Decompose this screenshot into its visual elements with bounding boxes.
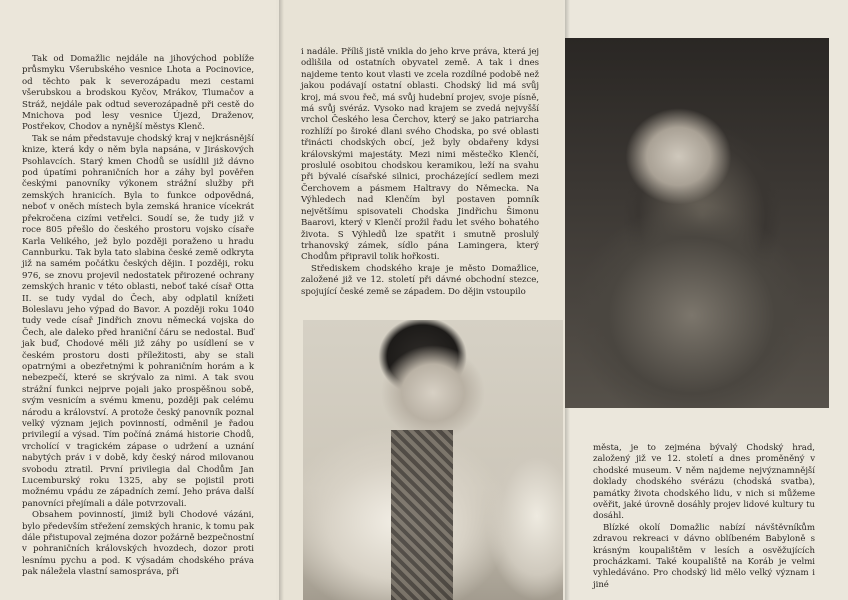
middle-page-text <box>301 47 539 298</box>
left-page-text <box>22 54 254 579</box>
photo-woman-in-folk-costume <box>565 38 829 408</box>
paragraph: Blízké okolí Domažlic nabízí návštěvníkům zdravou rekreaci v dávno oblíbeném Babyloně s krásným koupalištěm v lesích a osvěžujících procházkami. Také koupaliště na Koráb je velmi vyhledáváno. Pro chodský lid mělo velký význam i jiné <box>593 522 815 590</box>
right-page <box>565 0 848 600</box>
photo-embroidered-vest <box>391 430 453 600</box>
paragraph: Tak se nám představuje chodský kraj v nejkrásnější knize, která kdy o něm byla napsána, v Jiráskových Psohlavcích. Starý kmen Chodů se usídlil již dávno pod úpatími pohraničních hor a záhy byl pověřen českými panovníky výkonem strážní služby při zemských hranicích. Byla to funkce odpovědná, neboť v oněch místech byla zemská hranice vícekrát překročena cizími vetřelci. Soudí se, že tudy již v roce 805 přešlo do českého prostoru vojsko císaře Karla Velikého, jež bylo později poraženo u hradu Cannburku. Tak byla tato slabina české země odkryta již na samém počátku českých dějin. I později, roku 976, se znovu projevil nedostatek přirozené ochrany zemských hranic v této oblasti, neboť také císař Otta II. se tudy vydal do Čech, aby odplatil knížeti Boleslavu jeho výpad do Bavor. A později roku 1040 tudy vede císař Jindřich znovu německá vojska do Čech, ale daleko před hraniční čáru se nedostal. Buď jak buď, Chodové měli již záhy po usídlení se v českém prostoru dosti příležitosti, aby se stali opatrnými a obezřetnými k pohraničním horám a k nebezpečí, které se skrývalo za nimi. A tak svou strážní funkci nejprve pojali jako prospěšnou sobě, svým vesnicím a svému kmenu, později pak celému národu a království. A protože český panovník poznal velký význam jejich povinností, odměnil je řadou privilegií a výsad. Tím počíná známá historie Chodů, vrcholící v tragickém zápase o udržení a uznání nabytých práv i v době, kdy český národ milovanou svobodu ztratil. První privilegia dal Chodům Jan Lucemburský roku 1325, aby se pojistil proti možnému vpádu ze západních zemí. Jeho práva další panovníci přejímali a dále potvrzovali. <box>22 133 254 509</box>
paragraph: Střediskem chodského kraje je město Domažlice, založené již ve 12. století při dávné obchodní stezce, spojující české země se západem. Do dějin vstoupilo <box>301 263 539 297</box>
paragraph: města, je to zejména bývalý Chodský hrad, založený již ve 12. století a dnes proměněný v chodské museum. V něm najdeme nejvýznamnější doklady chodského svérázu (chodská svatba), památky života chodského lidu, v nich si můžeme ověřit, jaké úrovně dosáhly projev lidové kultury tu dosáhl. <box>593 443 815 522</box>
left-page <box>0 0 276 600</box>
paragraph: i nadále. Příliš jistě vnikla do jeho krve práva, která jej odlišila od ostatních obyvatel země. A tak i dnes najdeme tento kout vlasti ve zcela rozdílné podobě než jakou podávají ostatní oblasti. Chodský lid má svůj kroj, má svou řeč, má svůj hudební projev, svoje písně, má svůj svéráz. Vysoko nad krajem se zvedá nejvyšší vrchol Českého lesa Čerchov, který se jako patriarcha rozhlíží po široké dlani svého Chodska, po své oblasti třinácti chodských obcí, jež byly obdařeny kdysi královskými majestáty. Mezi nimi městečko Klenčí, proslulé osobitou chodskou keramikou, leží na svahu při bývalé císařské silnici, procházející sedlem mezi Čerchovem a pásmem Haltravy do Německa. Na Výhledech nad Klenčím byl postaven pomník největšímu spisovateli Chodska Jindřichu Šimonu Baarovi, který v Klenčí prožil řadu let svého bohatého života. S Výhledů lze spatřit i smutně proslulý trhanovský zámek, sídlo pána Lamingera, který Chodům připravil tolik hořkosti. <box>301 47 539 263</box>
paragraph: Tak od Domažlic nejdále na jihovýchod poblíže průsmyku Všerubského vesnice Lhota a Pocinovice, od těchto pak k severozápadu mezi cestami všerubskou a brodskou Kyčov, Mrákov, Tlumačov a Stráž, nejdále pak odtud severozápadně při cestě do Mnichova pod lesy vesnice Újezd, Draženov, Postřekov, Chodov a nynější městys Klenč. <box>22 54 254 133</box>
page-fold <box>279 0 284 600</box>
right-page-text <box>593 443 815 591</box>
paragraph: Obsahem povinností, jimiž byli Chodové vázáni, bylo především střežení zemských hranic, k tomu pak dále přistupoval zejména dozor požárně bezpečnostní v pohraničních královských hvozdech, dozor proti lesnímu pychu a pod. K výsadám chodského práva pak náležela vlastní samospráva, při <box>22 510 254 578</box>
middle-page <box>279 0 563 600</box>
